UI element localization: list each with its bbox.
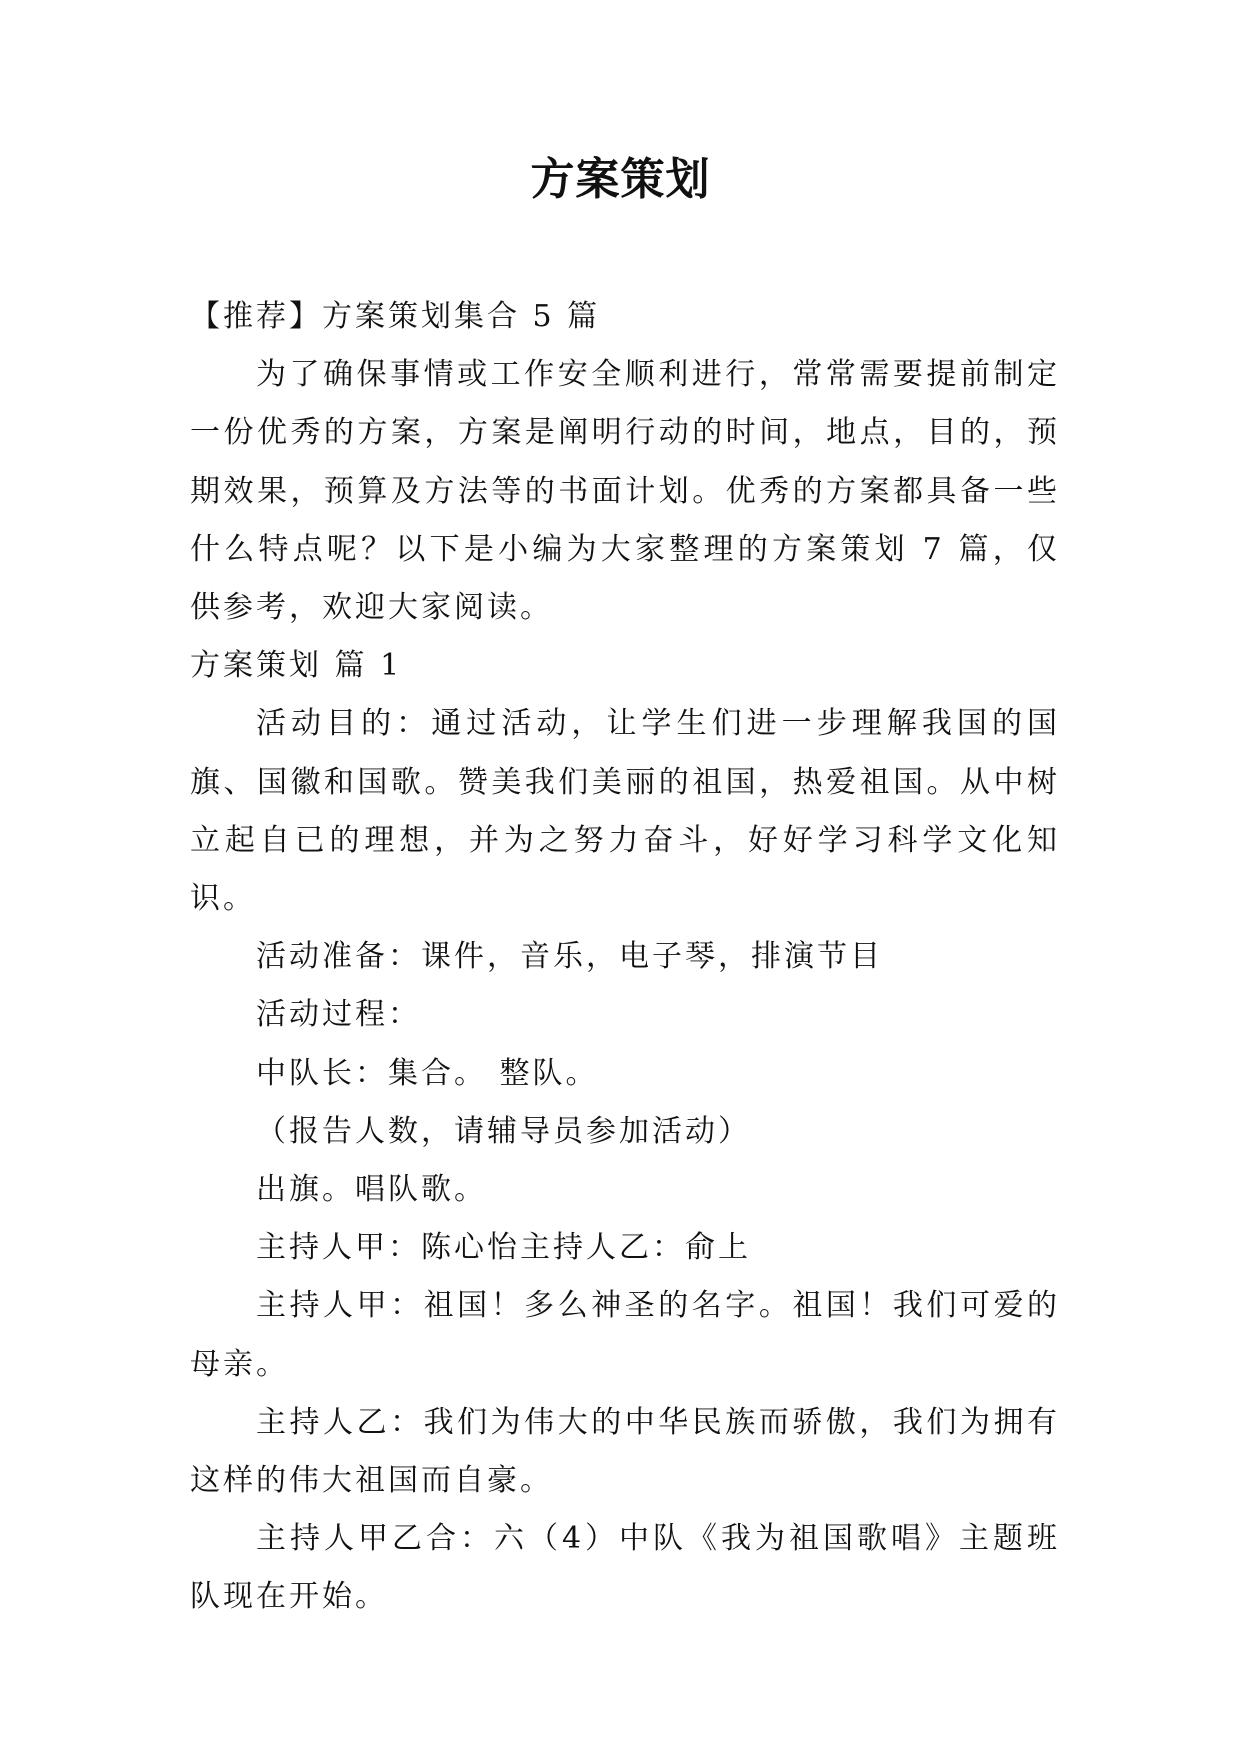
intro-heading: 【推荐】方案策划集合 5 篇 bbox=[190, 299, 601, 334]
activity-purpose: 活动目的：通过活动，让学生们进一步理解我国的国旗、国徽和国歌。赞美我们美丽的祖国，热爱祖国。从中树立起自已的理想，并为之努力奋斗，好好学习科学文化知识。 bbox=[190, 706, 1060, 917]
process-line: （报告人数，请辅导员参加活动） bbox=[256, 1113, 751, 1149]
process-line: 中队长：集合。 整队。 bbox=[256, 1055, 599, 1091]
process-line: 主持人甲：陈心怡主持人乙：俞上 bbox=[256, 1230, 751, 1266]
process-line: 出旗。唱队歌。 bbox=[256, 1172, 487, 1208]
process-line: 主持人乙：我们为伟大的中华民族而骄傲，我们为拥有这样的伟大祖国而自豪。 bbox=[190, 1404, 1060, 1499]
document-body bbox=[190, 288, 1060, 1627]
activity-process: 活动过程： bbox=[256, 997, 421, 1033]
section-heading: 方案策划 篇 1 bbox=[190, 648, 403, 684]
process-line: 主持人甲乙合：六（4）中队《我为祖国歌唱》主题班队现在开始。 bbox=[190, 1521, 1060, 1615]
activity-preparation: 活动准备：课件，音乐，电子琴，排演节目 bbox=[256, 939, 883, 975]
intro-paragraph: 为了确保事情或工作安全顺利进行，常常需要提前制定一份优秀的方案，方案是阐明行动的时间，地点，目的，预期效果，预算及方法等的书面计划。优秀的方案都具备一些什么特点呢？以下是小编为大家整理的方案策划 7 篇，仅供参考，欢迎大家阅读。 bbox=[190, 357, 1060, 626]
process-line: 主持人甲：祖国！多么神圣的名字。祖国！我们可爱的母亲。 bbox=[190, 1288, 1060, 1382]
document-title: 方案策划 bbox=[530, 154, 711, 205]
